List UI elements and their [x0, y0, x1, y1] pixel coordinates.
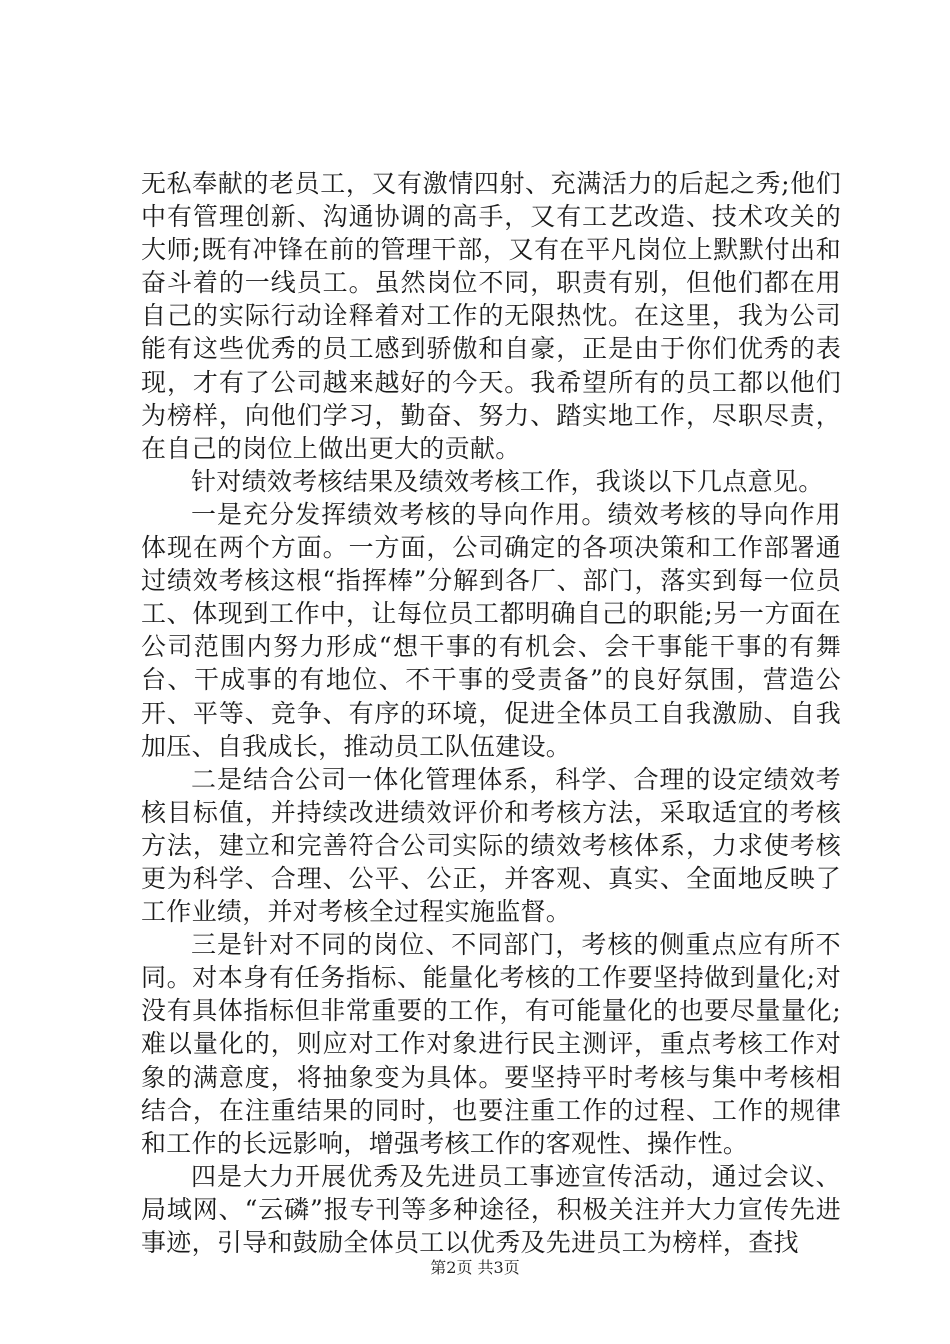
paragraph-2: 针对绩效考核结果及绩效考核工作，我谈以下几点意见。	[191, 466, 824, 496]
paragraph-6: 四是大力开展优秀及先进员工事迹宣传活动，通过会议、局域网、“云磷”报专刊等多种途径，积极关注并大力宣传先进事迹，引导和鼓励全体员工以优秀及先进员工为榜样，查找	[141, 1161, 841, 1257]
body-text	[141, 167, 841, 1259]
paragraph-1: 无私奉献的老员工，又有激情四射、充满活力的后起之秀;他们中有管理创新、沟通协调的高手，又有工艺改造、技术攻关的大师;既有冲锋在前的管理干部，又有在平凡岗位上默默付出和奋斗着的一线员工。虽然岗位不同，职责有别，但他们都在用自己的实际行动诠释着对工作的无限热忱。在这里，我为公司能有这些优秀的员工感到骄傲和自豪，正是由于你们优秀的表现，才有了公司越来越好的今天。我希望所有的员工都以他们为榜样，向他们学习，勤奋、努力、踏实地工作，尽职尽责，在自己的岗位上做出更大的贡献。	[141, 169, 841, 463]
paragraph-4: 二是结合公司一体化管理体系，科学、合理的设定绩效考核目标值，并持续改进绩效评价和考核方法，采取适宜的考核方法，建立和完善符合公司实际的绩效考核体系，力求使考核更为科学、合理、公平、公正，并客观、真实、全面地反映了工作业绩，并对考核全过程实施监督。	[141, 764, 841, 927]
paragraph-5: 三是针对不同的岗位、不同部门，考核的侧重点应有所不同。对本身有任务指标、能量化考核的工作要坚持做到量化;对没有具体指标但非常重要的工作，有可能量化的也要尽量量化;难以量化的，则应对工作对象进行民主测评，重点考核工作对象的满意度，将抽象变为具体。要坚持平时考核与集中考核相结合，在注重结果的同时，也要注重工作的过程、工作的规律和工作的长远影响，增强考核工作的客观性、操作性。	[141, 930, 841, 1158]
paragraph-3: 一是充分发挥绩效考核的导向作用。绩效考核的导向作用体现在两个方面。一方面，公司确定的各项决策和工作部署通过绩效考核这根“指挥棒”分解到各厂、部门，落实到每一位员工、体现到工作中，让每位员工都明确自己的职能;另一方面在公司范围内努力形成“想干事的有机会、会干事能干事的有舞台、干成事的有地位、不干事的受责备”的良好氛围，营造公开、平等、竞争、有序的环境，促进全体员工自我激励、自我加压、自我成长，推动员工队伍建设。	[141, 499, 841, 761]
page-footer: 第2页 共3页	[430, 1258, 520, 1277]
